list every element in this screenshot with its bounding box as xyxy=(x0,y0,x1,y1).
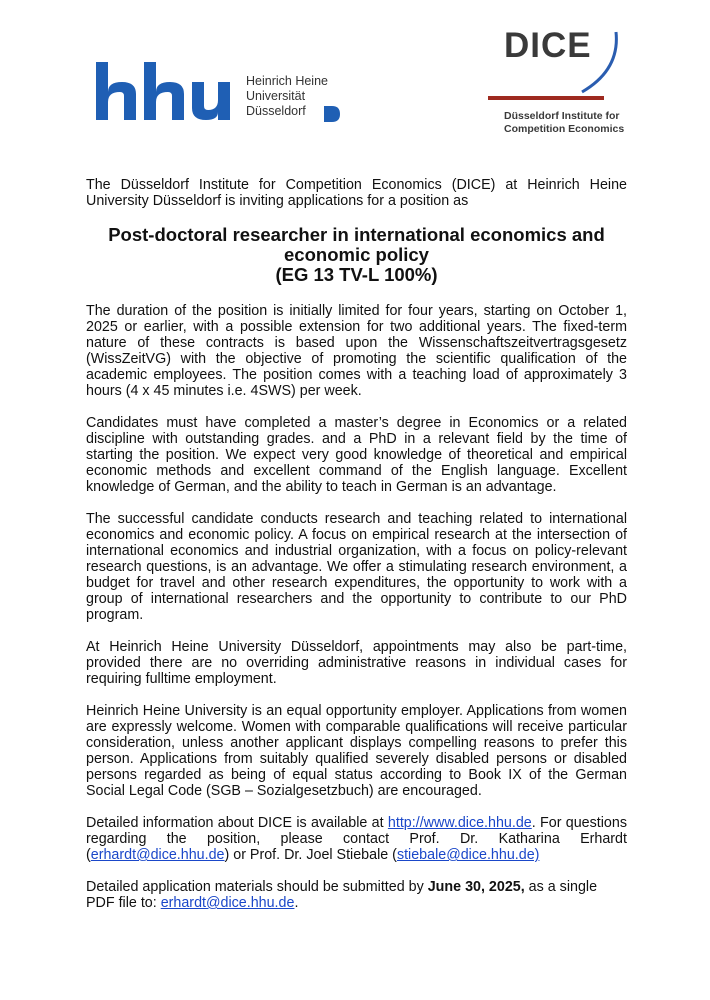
application-email-link[interactable]: erhardt@dice.hhu.de xyxy=(160,895,295,911)
contact-text: ) or Prof. Dr. Joel Stiebale ( xyxy=(224,847,397,863)
deadline-text: . xyxy=(294,895,299,911)
intro-paragraph: The Düsseldorf Institute for Competition Economics (DICE) at Heinrich Heine University Düsseldorf is inviting applications for a position as xyxy=(86,177,627,209)
position-title-line: economic policy xyxy=(284,244,429,265)
contact-paragraph xyxy=(86,815,627,863)
position-title-line: (EG 13 TV-L 100%) xyxy=(275,264,438,285)
dice-wordmark: DICE xyxy=(504,26,592,65)
dice-swoosh-icon xyxy=(576,30,620,102)
duration-paragraph: The duration of the position is initially limited for four years, starting on October 1, 2025 or earlier, with a possible extension for two additional years. The fixed-term nature of these contracts is based upon the Wissenschaftszeitvertragsgesetz (WissZeitVG) with the objective of promoting the scientific qualification of the academic employees. The position comes with a teaching load of approximately 3 hours (4 x 45 minutes i.e. 4SWS) per week. xyxy=(86,303,627,399)
contact-text: Detailed information about DICE is available at xyxy=(86,815,388,831)
dice-website-link[interactable]: http://www.dice.hhu.de xyxy=(387,815,532,831)
dice-subtitle xyxy=(504,110,624,136)
hhu-name xyxy=(246,74,328,119)
dice-subtitle-line: Competition Economics xyxy=(504,123,625,135)
position-title xyxy=(86,225,627,285)
stiebale-email-link[interactable]: stiebale@dice.hhu.de) xyxy=(396,847,540,863)
equal-opportunity-paragraph: Heinrich Heine University is an equal opportunity employer. Applications from women are expressly welcome. Women with comparable qualifications will receive particular consideration, unless another applicant displays compelling reasons to prefer this person. Applications from suitably qualified severely disabled persons or disabled persons regarded as being of equal status according to Book IX of the German Social Legal Code (SGB – Sozialgesetzbuch) are encouraged. xyxy=(86,703,627,799)
deadline-date: June 30, 2025, xyxy=(427,879,525,895)
parttime-paragraph: At Heinrich Heine University Düsseldorf, appointments may also be part-time, provided there are no overriding administrative reasons in individual cases for requiring fulltime employment. xyxy=(86,639,627,687)
position-title-line: Post-doctoral researcher in international economics and xyxy=(108,224,605,245)
deadline-text: Detailed application materials should be submitted by xyxy=(86,879,428,895)
hhu-logo-mark xyxy=(96,62,234,122)
deadline-paragraph xyxy=(86,879,627,911)
dice-divider-bar xyxy=(488,96,604,100)
hhu-logo xyxy=(96,62,356,124)
dice-logo xyxy=(488,24,638,139)
hhu-name-line: Universität xyxy=(246,89,306,103)
requirements-paragraph: Candidates must have completed a master’s degree in Economics or a related discipline with outstanding grades. and a PhD in a relevant field by the time of starting the position. We expect very good knowledge of theoretical and empirical economic methods and excellent command of the English language. Excellent knowledge of German, and the ability to teach in German is an advantage. xyxy=(86,415,627,495)
deadline-text: as a single PDF file to: xyxy=(86,879,598,911)
hhu-name-line: Düsseldorf xyxy=(246,104,306,118)
dice-subtitle-line: Düsseldorf Institute for xyxy=(504,110,620,122)
contact-text: . For questions regarding the position, please contact Prof. Dr. Katharina Erhardt ( xyxy=(86,815,627,863)
erhardt-email-link[interactable]: erhardt@dice.hhu.de xyxy=(90,847,225,863)
posting-body xyxy=(86,177,627,927)
hhu-corner-mark xyxy=(322,104,342,124)
research-paragraph: The successful candidate conducts research and teaching related to international economics and economic policy. A focus on empirical research at the intersection of international economics and industrial organization, with a focus on policy-relevant research questions, is an advantage. We offer a stimulating research environment, a budget for travel and other research expenditures, the opportunity to work with a group of international researchers and the opportunity to contribute to our PhD program. xyxy=(86,511,627,623)
hhu-name-line: Heinrich Heine xyxy=(246,74,328,88)
